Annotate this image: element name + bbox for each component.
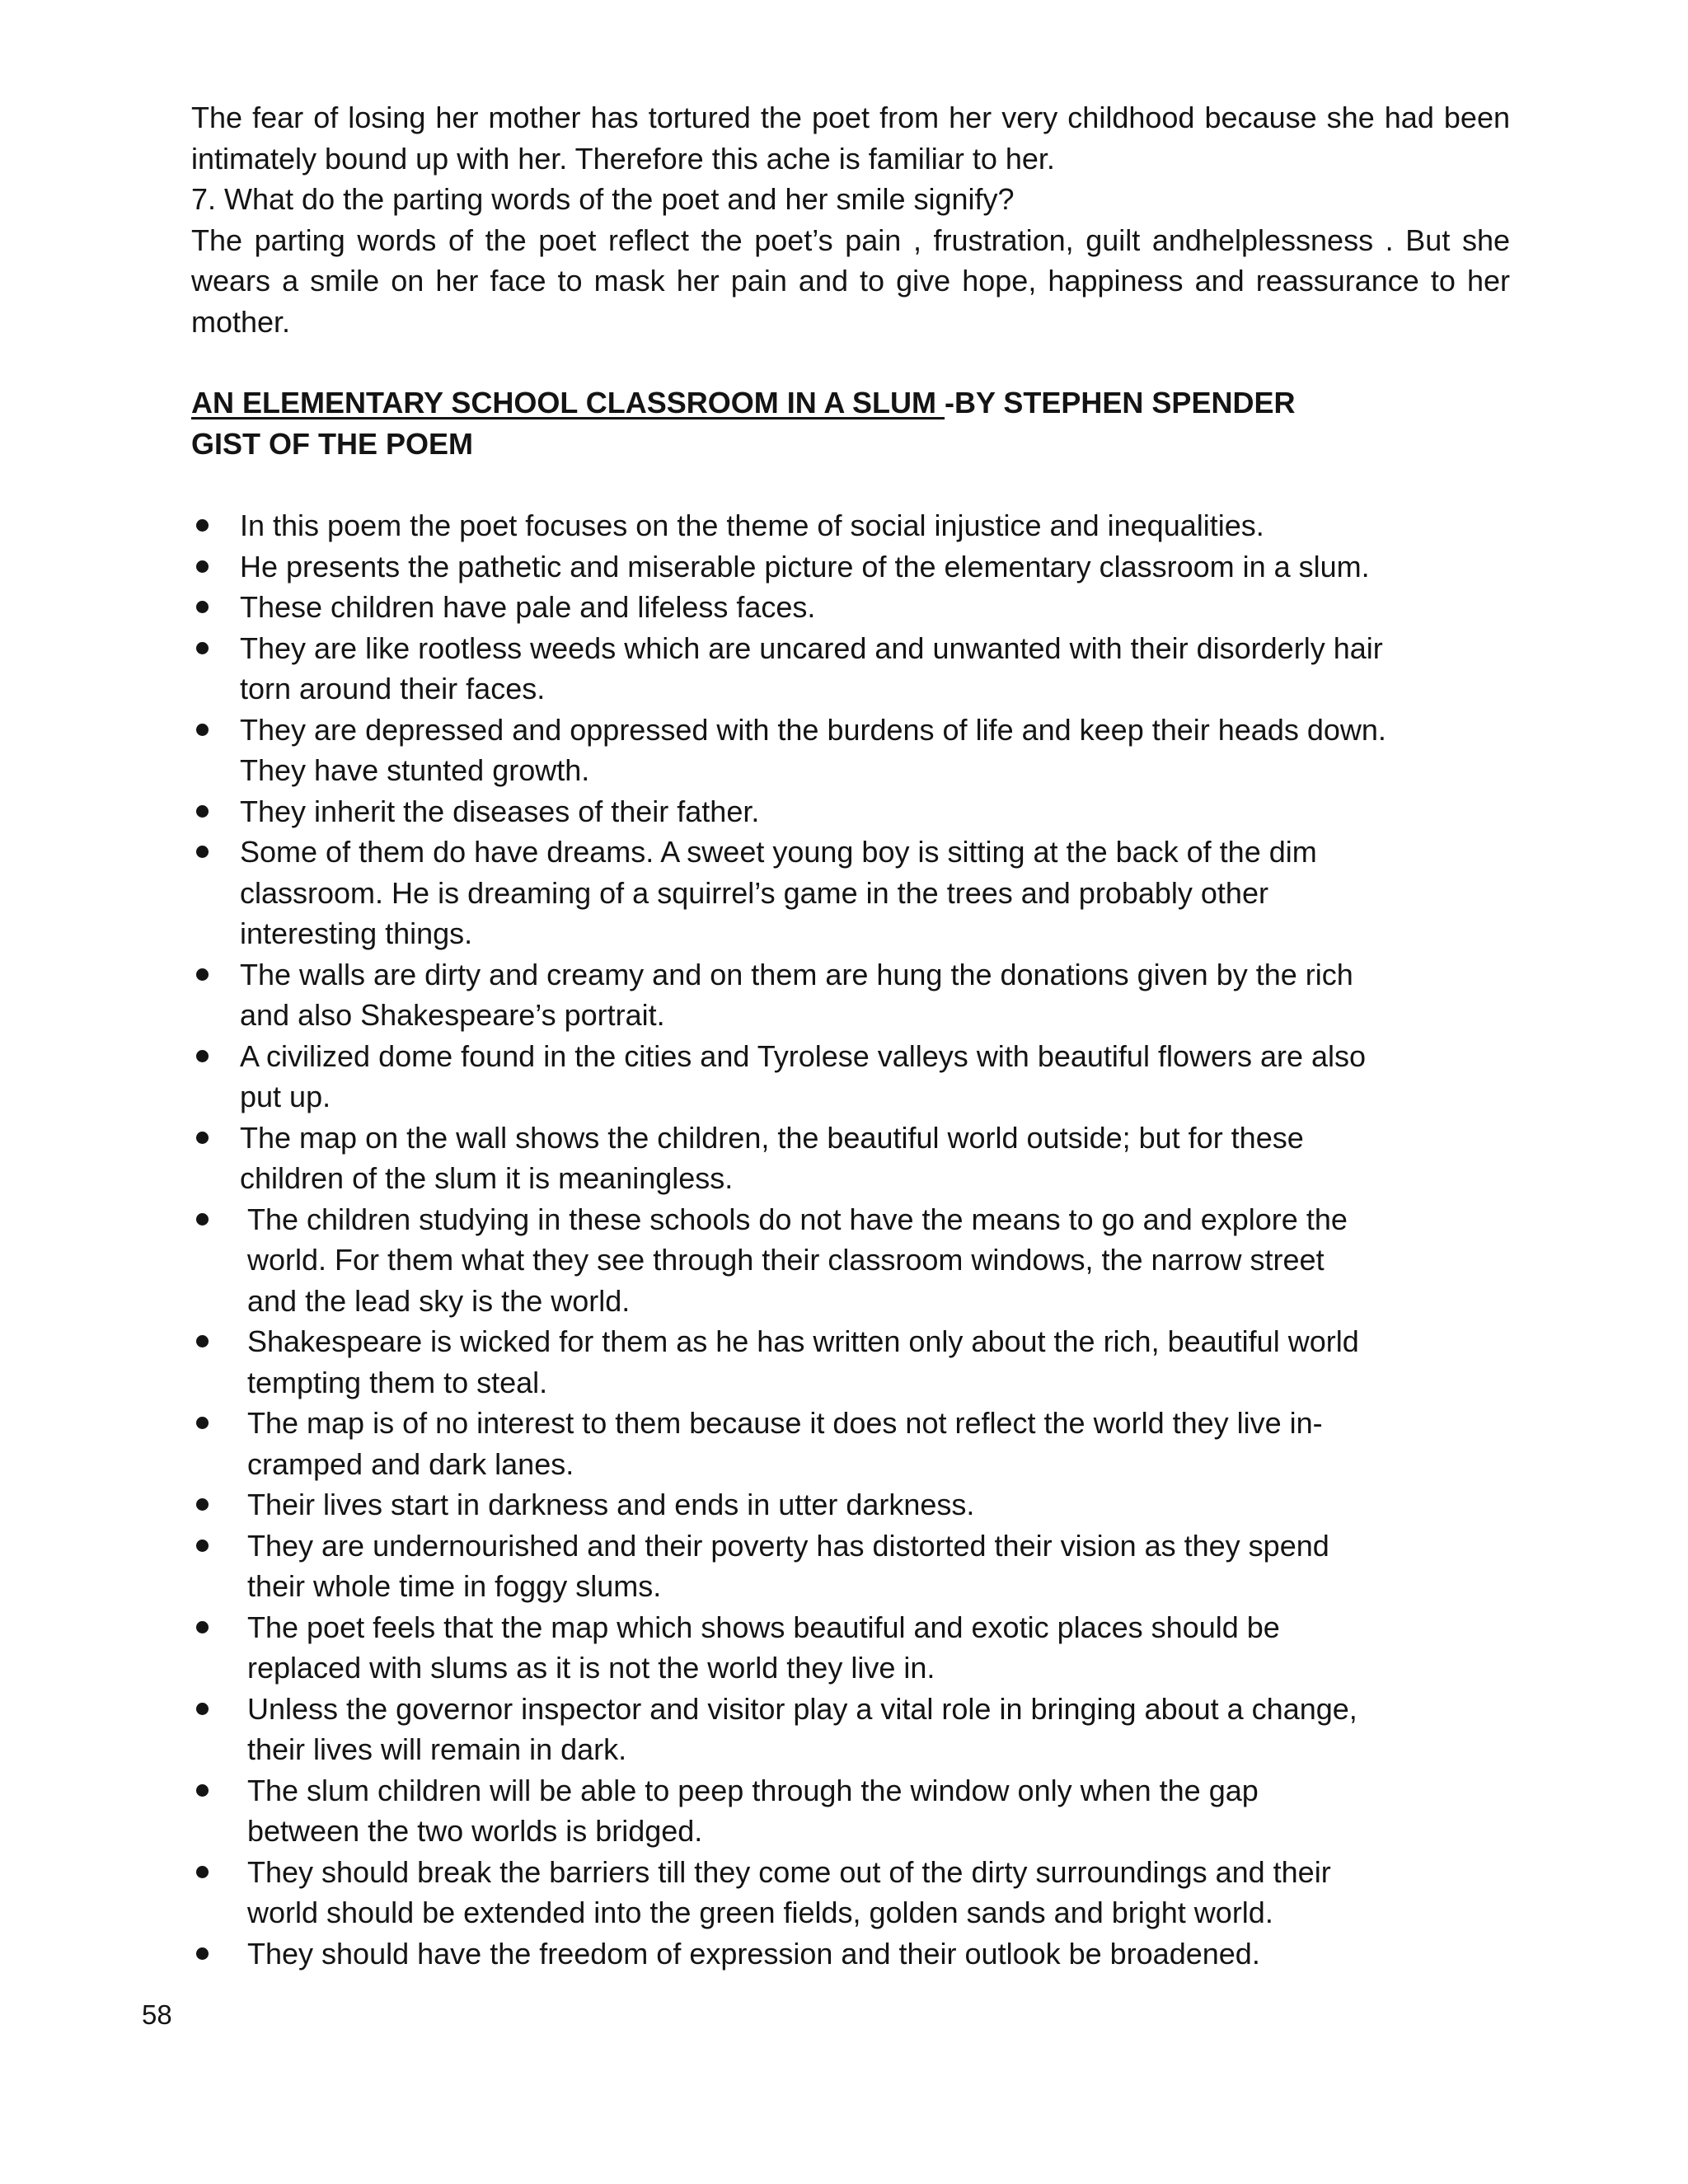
list-item-continuation: their lives will remain in dark. bbox=[247, 1732, 627, 1766]
list-item bbox=[191, 1770, 1510, 1852]
list-item-continuation: replaced with slums as it is not the world they live in. bbox=[247, 1651, 935, 1685]
list-item bbox=[191, 791, 1510, 832]
list-item-continuation: children of the slum it is meaningless. bbox=[240, 1161, 734, 1195]
list-item bbox=[191, 1403, 1510, 1484]
list-item-text: The walls are dirty and creamy and on them are hung the donations given by the rich bbox=[240, 957, 1353, 991]
list-item-text: They are depressed and oppressed with the burdens of life and keep their heads down. bbox=[240, 712, 1386, 747]
list-item-text: A civilized dome found in the cities and Tyrolese valleys with beautiful flowers are also bbox=[240, 1038, 1367, 1073]
list-item-continuation: world should be extended into the green fields, golden sands and bright world. bbox=[247, 1896, 1273, 1929]
list-item-continuation: They have stunted growth. bbox=[240, 753, 590, 787]
list-item bbox=[191, 832, 1510, 954]
list-item bbox=[191, 546, 1510, 588]
list-item-text: They are undernourished and their poverty has distorted their vision as they spend bbox=[247, 1528, 1329, 1563]
list-item-text: The poet feels that the map which shows beautiful and exotic places should be bbox=[247, 1610, 1280, 1644]
list-item bbox=[191, 505, 1510, 546]
list-item-continuation: their whole time in foggy slums. bbox=[247, 1569, 662, 1603]
list-item bbox=[191, 1199, 1510, 1322]
list-item bbox=[191, 1852, 1510, 1933]
list-item bbox=[191, 1118, 1510, 1199]
list-item-text: They should break the barriers till they come out of the dirty surroundings and their bbox=[247, 1854, 1331, 1889]
list-item-continuation: world. For them what they see through their classroom windows, the narrow street bbox=[247, 1243, 1325, 1277]
page-content bbox=[191, 97, 1510, 1974]
list-item-continuation: interesting things. bbox=[240, 916, 473, 950]
answer-paragraph-7: The parting words of the poet reflect the poet’s pain , frustration, guilt andhelplessness . But she wears a smile on her face to mask her pain and to give hope, happiness and reassurance to her mother. bbox=[191, 223, 1510, 339]
list-item bbox=[191, 1526, 1510, 1607]
gist-list bbox=[191, 505, 1510, 1974]
section-title bbox=[191, 382, 1510, 424]
list-item-text: In this poem the poet focuses on the theme of social injustice and inequalities. bbox=[240, 509, 1264, 542]
section-subtitle: GIST OF THE POEM bbox=[191, 426, 474, 461]
list-item-text: Some of them do have dreams. A sweet young boy is sitting at the back of the dim bbox=[240, 835, 1317, 869]
list-item-continuation: put up. bbox=[240, 1080, 331, 1113]
section-title-author: -BY STEPHEN SPENDER bbox=[945, 386, 1296, 419]
list-item bbox=[191, 1689, 1510, 1770]
answer-paragraph-6: The fear of losing her mother has tortured the poet from her very childhood because she had been intimately bound up with her. Therefore this ache is familiar to her. bbox=[191, 101, 1510, 176]
list-item bbox=[191, 1036, 1510, 1118]
list-item-text: Unless the governor inspector and visitor play a vital role in bringing about a change, bbox=[247, 1691, 1357, 1726]
list-item bbox=[191, 1933, 1510, 1975]
list-item-text: They inherit the diseases of their father. bbox=[240, 794, 760, 828]
list-item-text: He presents the pathetic and miserable picture of the elementary classroom in a slum. bbox=[240, 549, 1370, 583]
page-number: 58 bbox=[142, 1999, 172, 2030]
list-item bbox=[191, 587, 1510, 628]
list-item-text: The slum children will be able to peep through the window only when the gap bbox=[247, 1773, 1259, 1807]
list-item-text: Their lives start in darkness and ends in utter darkness. bbox=[247, 1488, 975, 1521]
question-7: 7. What do the parting words of the poet and her smile signify? bbox=[191, 182, 1015, 216]
list-item bbox=[191, 1484, 1510, 1526]
list-item bbox=[191, 1321, 1510, 1403]
list-item-continuation: and also Shakespeare’s portrait. bbox=[240, 998, 665, 1032]
list-item-text: Shakespeare is wicked for them as he has written only about the rich, beautiful world bbox=[247, 1324, 1359, 1358]
list-item-text: The map on the wall shows the children, the beautiful world outside; but for these bbox=[240, 1120, 1304, 1155]
list-item-text: The children studying in these schools do not have the means to go and explore the bbox=[247, 1202, 1348, 1236]
list-item-text: These children have pale and lifeless faces. bbox=[240, 590, 816, 624]
list-item bbox=[191, 954, 1510, 1036]
list-item-text: They should have the freedom of expression and their outlook be broadened. bbox=[247, 1936, 1260, 1971]
list-item-text: They are like rootless weeds which are uncared and unwanted with their disorderly hair bbox=[240, 630, 1383, 665]
list-item bbox=[191, 710, 1510, 791]
list-item-continuation: tempting them to steal. bbox=[247, 1365, 548, 1399]
list-item-continuation: torn around their faces. bbox=[240, 672, 546, 705]
list-item bbox=[191, 628, 1510, 710]
list-item-continuation: and the lead sky is the world. bbox=[247, 1283, 631, 1318]
section-title-underlined: AN ELEMENTARY SCHOOL CLASSROOM IN A SLUM bbox=[191, 386, 945, 419]
list-item-continuation: classroom. He is dreaming of a squirrel’s game in the trees and probably other bbox=[240, 875, 1268, 910]
section-heading-block bbox=[191, 382, 1510, 464]
list-item-continuation: between the two worlds is bridged. bbox=[247, 1814, 703, 1848]
list-item-text: The map is of no interest to them because it does not reflect the world they live in- bbox=[247, 1406, 1323, 1440]
list-item-continuation: cramped and dark lanes. bbox=[247, 1446, 574, 1481]
list-item bbox=[191, 1607, 1510, 1689]
